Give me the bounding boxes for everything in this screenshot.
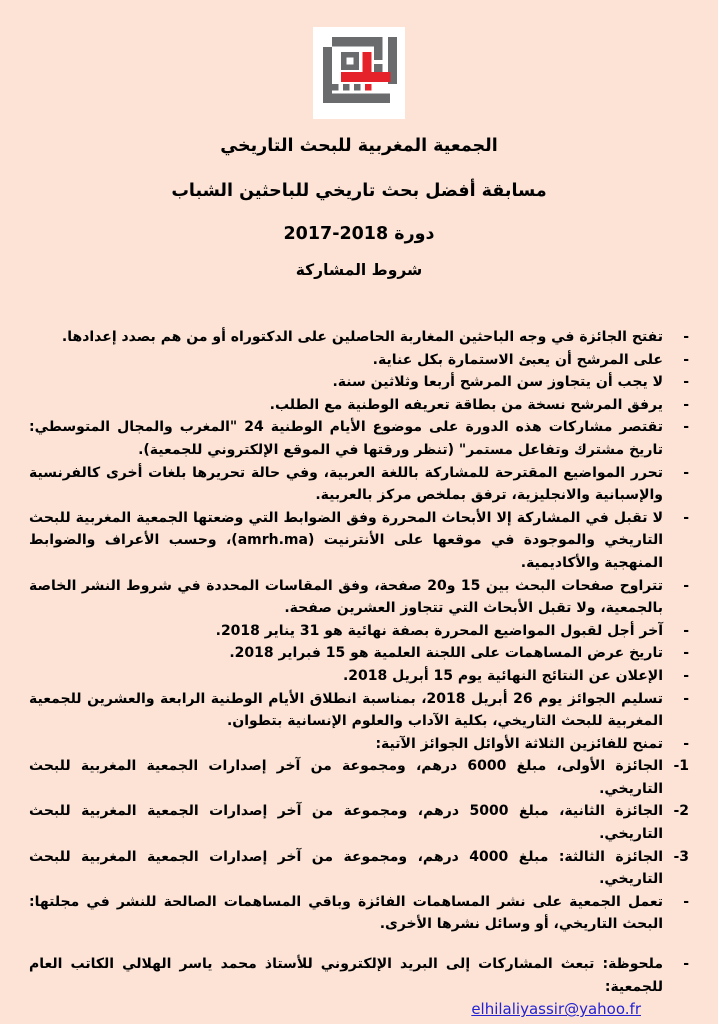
bullet-dash: - [683, 577, 689, 594]
prize-number: 1- [673, 758, 689, 775]
prize-text: الجائزة الثانية، مبلغ 5000 درهم، ومجموعة من آخر إصدارات الجمعية المغربية للبحث التاريخي. [29, 803, 663, 843]
condition-item [29, 642, 689, 665]
condition-item [29, 349, 689, 372]
condition-text: الإعلان عن النتائج النهائية يوم 15 أبريل 2018. [342, 667, 663, 684]
condition-item [29, 575, 689, 620]
condition-item [29, 733, 689, 756]
session-title: دورة 2018-2017 [283, 224, 435, 244]
bullet-dash: - [683, 956, 689, 973]
condition-text: تعمل الجمعية على نشر المساهمات الفائزة وباقي المساهمات الصالحة للنشر في مجلتها: البحث التاريخي، أو وسائل نشرها الأخرى. [29, 893, 663, 933]
condition-text: لا يجب أن يتجاوز سن المرشح أربعا وثلاثين سنة. [332, 374, 663, 391]
condition-item [29, 371, 689, 394]
bullet-dash: - [683, 645, 689, 662]
bullet-dash: - [683, 351, 689, 368]
condition-text: تمنح للفائزين الثلاثة الأوائل الجوائز الآتية: [375, 735, 663, 752]
logo-box [313, 27, 405, 119]
bullet-dash: - [683, 509, 689, 526]
condition-item [29, 891, 689, 936]
condition-item [29, 462, 689, 507]
condition-text: تحرر المواضيع المقترحة للمشاركة باللغة العربية، وفي حالة تحريرها بلغات أخرى كالفرنسية والإسبانية والانجليزية، ترفق بملخص مركز بالعربية. [29, 464, 663, 504]
bullet-dash: - [683, 735, 689, 752]
condition-item [29, 665, 689, 688]
note-text: ملحوظة: تبعث المشاركات إلى البريد الإلكتروني للأستاذ محمد ياسر الهلالي الكاتب العام للجمعية: [29, 956, 663, 995]
bullet-dash: - [683, 667, 689, 684]
condition-item [29, 507, 689, 575]
condition-text: تاريخ عرض المساهمات على اللجنة العلمية هو 15 فبراير 2018. [229, 645, 663, 662]
bullet-dash: - [683, 690, 689, 707]
prize-item-second [29, 800, 689, 845]
condition-text: تسليم الجوائز يوم 26 أبريل 2018، بمناسبة انطلاق الأيام الوطنية الرابعة والعشرين للجمعية المغربية للبحث التاريخي، بكلية الآداب والعلوم الإنسانية بتطوان. [29, 690, 664, 730]
condition-text: تفتح الجائزة في وجه الباحثين المغاربة الحاصلين على الدكتوراه أو من هم بصدد إعدادها. [61, 329, 663, 345]
email-link[interactable]: elhilaliyassir@yahoo.fr [471, 1000, 641, 1019]
condition-text: لا تقبل في المشاركة إلا الأبحاث المحررة وفق الضوابط التي وضعتها الجمعية المغربية للبحث التاريخي والموجودة في موقعها على الأنترنيت (amrh.ma)، وحسب الأعراف والضوابط المنهجية والأكاديمية. [29, 509, 663, 571]
prize-text: الجائزة الأولى، مبلغ 6000 درهم، ومجموعة من آخر إصدارات الجمعية المغربية للبحث التاريخي. [29, 758, 663, 797]
prize-text: الجائزة الثالثة: مبلغ 4000 درهم، ومجموعة من آخر إصدارات الجمعية المغربية للبحث التاريخي. [29, 848, 663, 888]
association-title: الجمعية المغربية للبحث التاريخي [220, 136, 498, 156]
prize-item-third [29, 846, 689, 891]
condition-item [29, 326, 689, 349]
bullet-dash: - [683, 396, 689, 413]
bullet-dash: - [683, 374, 689, 391]
condition-text: يرفق المرشح نسخة من بطاقة تعريفه الوطنية مع الطلب. [269, 396, 663, 413]
bullet-dash: - [683, 419, 689, 436]
condition-text: على المرشح أن يعبئ الاستمارة بكل عناية. [372, 351, 663, 368]
competition-title: مسابقة أفضل بحث تاريخي للباحثين الشباب [171, 181, 547, 201]
prize-item-first [29, 755, 689, 800]
note-item [29, 953, 689, 998]
condition-text: آخر أجل لقبول المواضيع المحررة بصفة نهائية هو 31 يناير 2018. [215, 622, 663, 639]
association-logo-icon [313, 27, 405, 119]
condition-item [29, 416, 689, 461]
condition-text: تقتصر مشاركات هذه الدورة على موضوع الأيام الوطنية 24 "المغرب والمجال المتوسطي: تاريخ مشترك وتفاعل مستمر" (تنظر ورقتها في الموقع الإلكتروني للجمعية). [29, 419, 663, 458]
condition-item [29, 688, 689, 733]
bullet-dash: - [683, 622, 689, 639]
bullet-dash: - [683, 893, 689, 910]
condition-text: تتراوح صفحات البحث بين 15 و20 صفحة، وفق المقاسات المحددة في شروط النشر الخاصة بالجمعية، ولا تقبل الأبحاث التي تتجاوز العشرين صفحة. [29, 577, 663, 617]
condition-item [29, 394, 689, 417]
prize-number: 2- [673, 803, 689, 820]
bullet-dash: - [683, 329, 689, 345]
section-title: شروط المشاركة [295, 261, 423, 279]
conditions-list [29, 326, 689, 1022]
bullet-dash: - [683, 464, 689, 481]
email-row [29, 998, 689, 1022]
condition-item [29, 620, 689, 643]
prize-number: 3- [673, 848, 689, 865]
